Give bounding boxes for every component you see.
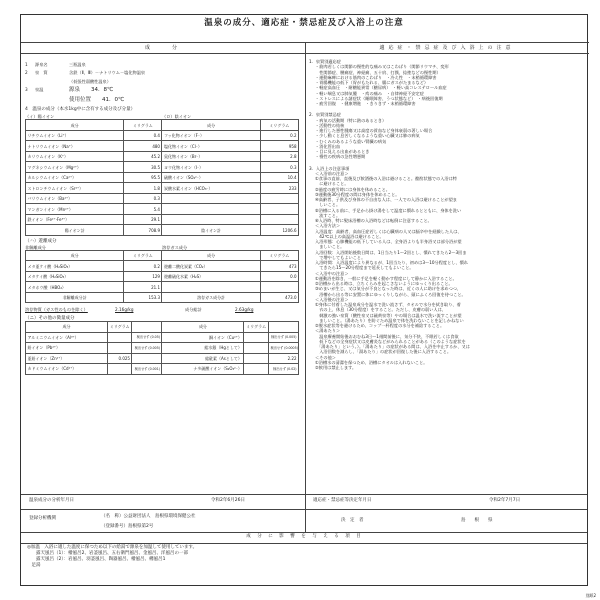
section-4-title: 4 温泉の成分（本水1kg中に含有する成分及び分量）	[25, 106, 136, 112]
section-3-title: 3．入浴上の注意事項	[309, 165, 350, 171]
table-cell	[162, 214, 260, 225]
indications-column	[309, 59, 585, 370]
solid-value: 2.16g/kg	[115, 307, 134, 313]
text-line: ・活動性の結核	[315, 122, 345, 128]
table-cell: ナ多硫酸イオン（S₂O₃²⁻）	[162, 364, 244, 375]
basic-num: 3	[25, 86, 28, 92]
table-cell	[162, 282, 260, 293]
table-cell	[260, 204, 298, 215]
influence-title: 成 分 に 影 響 を 与 え る 項 目	[246, 534, 362, 539]
column-header: ミリグラム	[107, 322, 132, 333]
table-row	[26, 151, 299, 162]
text-line: ＜湯あたり＞	[315, 328, 341, 334]
text-line: ⑤浴槽に入る前に、手足から掛け湯をして温度に慣れるとともに、身体を洗い	[315, 207, 462, 213]
table-cell: 銅イオン（Cu²⁺）	[162, 332, 244, 343]
total-cell: 陰イオン計	[162, 225, 260, 236]
table-cell: 5.4	[124, 204, 162, 215]
total-cell: 473.0	[260, 292, 298, 303]
anion-title: （ロ）陰イオン	[162, 114, 192, 120]
basic-row	[25, 79, 299, 84]
table-cell: メタケイ酸（H₂SiO₃）	[26, 271, 124, 282]
column-header: ミリグラム	[260, 120, 298, 131]
table-cell: 0.3	[260, 162, 298, 173]
table-cell: 塩化物イオン（Cl⁻）	[162, 141, 260, 152]
table-cell	[107, 364, 132, 375]
text-line: 「湯あたり」という。）。「湯あたり」の症状がある間は、入浴を中止するか、又は	[315, 344, 470, 349]
text-line: ③運動後30分程度の間は身体を休めること。	[315, 191, 400, 197]
text-line: 浴槽から出る等に安置に体にゆっくりしながら、頭にふくろ回復を待つこと。	[315, 291, 466, 297]
column-header: 成分	[26, 120, 124, 131]
table-cell	[260, 282, 298, 293]
table-cell: 233	[260, 183, 298, 194]
text-line: 低下などの全身症状又は皮膚炎などがみられることがある（このような症状を	[315, 338, 466, 344]
table-cell: メタ亜ケイ酸（H₂SiO₃）	[26, 261, 124, 272]
analysis-date: 令和2年6月26日	[211, 498, 245, 503]
text-line: 露天風呂（1）：檜風呂2、岩釜風呂、五右衛門風呂、金風呂、洋風呂の一部	[27, 550, 188, 556]
table-cell: 鉄イオン（Fe²⁺·Fe³⁺）	[26, 214, 124, 225]
total-cell: 153.3	[124, 292, 162, 303]
table-cell: 45.2	[124, 151, 162, 162]
table-cell: マグネシウムイオン（Mg²⁺）	[26, 162, 124, 173]
column-header: ミリグラム	[260, 250, 298, 261]
table-cell: 2.8	[260, 151, 298, 162]
table-cell: 遊離二酸化炭素（CO₂）	[162, 261, 260, 272]
table-cell: 炭酸水素イオン（HCO₃⁻）	[162, 183, 260, 194]
contraindications-list	[315, 118, 585, 160]
text-line: ・筋肉若しくは関節の慢性的な痛み又はこわばり（関節リウマチ、変形	[315, 64, 449, 70]
text-line: ・運動麻痺における筋肉のこわばり ・冷え性 ・末梢循環障害	[315, 74, 437, 80]
table-cell: 95.5	[124, 172, 162, 183]
text-line: 露天風呂（2）：岩風呂、羽釜風呂、陶器風呂、檜風呂、樽風呂1	[27, 556, 166, 562]
basic-row	[25, 62, 299, 67]
text-line: ・少し動くと息苦しくなるような重い心臓又は肺の病気	[315, 133, 420, 139]
table-row	[26, 193, 299, 204]
bottom-col-divider	[305, 494, 306, 532]
text-line: ・ストレスによる諸症状（睡眠障害、うつ状態など） ・病後回復期	[315, 95, 443, 101]
text-line: ②飲用は禁止します。	[315, 365, 357, 370]
text-line: ・進行した悪性腫瘍又は高度の貧血など身体衰弱の著しい場合	[315, 128, 433, 133]
table-row	[26, 332, 299, 343]
text-line: 入浴回数を減らし、「湯あたり」の症状が回復した後に入浴すること。	[315, 349, 452, 355]
bottom-divider-1	[21, 494, 587, 495]
solid-summary	[25, 307, 299, 312]
text-line: ②脱水症状等を避けるため、コップ一杯程度の水分を補給すること。	[315, 323, 445, 328]
table-row	[26, 204, 299, 215]
totals-row	[26, 292, 299, 303]
table-row	[26, 162, 299, 173]
table-cell: 検出せず (0.05)	[132, 332, 162, 343]
registry-label: 登録分析機関	[29, 516, 56, 521]
text-line: ⑥入浴時、特に髪床浴槽の入浴時などは転倒に注意すること。	[315, 218, 432, 223]
text-line: ＜入浴後の注意＞	[315, 296, 349, 302]
registry-name: （名 称）公益財団法人 島根県環境保健公社	[101, 514, 196, 519]
text-line: ・軽い喘息又は肺気腫 ・痔の痛み ・自律神経不安定症	[315, 90, 424, 96]
table-row	[26, 172, 299, 183]
table-cell: 1.8	[124, 183, 162, 194]
total-cell: 陽イオン計	[26, 225, 124, 236]
column-header: ミリグラム	[124, 250, 162, 261]
text-line: ・軽症高血圧 ・耐糖能異常（糖尿病） ・軽い高コレステロール血症	[315, 85, 447, 91]
column-header: 成分	[162, 322, 244, 333]
bottom-divider-2	[21, 509, 587, 510]
table-cell: ナトリウムイオン（Na⁺）	[26, 141, 124, 152]
table-cell: 473	[260, 261, 298, 272]
text-line: ①運動浴を除き、一般に手足を軽く動かす程度にして静かに入浴すること。	[315, 275, 457, 281]
table-cell: 検出せず (0.001)	[132, 364, 162, 375]
text-line: 入浴時間：入浴温度により異なるが、1回当たり、初めは3～10分程度とし、慣れ	[315, 260, 469, 265]
basic-num	[25, 79, 35, 84]
section-2-title: 2．泉質別禁忌症	[309, 112, 341, 118]
total-value: 2.63g/kg	[235, 307, 254, 313]
text-line: 42℃以上の高温浴は避けること。	[315, 233, 384, 239]
basic-num: 1	[25, 62, 28, 67]
text-line: しいこと。	[315, 202, 341, 208]
decision-date-label: 適応症・禁忌症等決定年月日	[313, 498, 372, 503]
text-line: ・消化管出血	[315, 143, 341, 149]
decider-label: 決 定 者	[341, 518, 364, 523]
table-header-row	[26, 120, 299, 131]
table-cell: 0.0	[260, 271, 298, 282]
table-cell: ヨウ化物イオン（I⁻）	[162, 162, 260, 173]
total-cell: 溶存ガス成分計	[162, 292, 260, 303]
table-row	[26, 353, 299, 364]
table-header-row	[26, 250, 299, 261]
table-cell	[132, 353, 162, 364]
column-header: 成分	[162, 250, 260, 261]
text-line: ④高齢者、子供及び身体の不自由な人は、一人での入浴は避けることが望ま	[315, 197, 457, 202]
table-cell	[260, 214, 298, 225]
decider-name: 島 根 県	[461, 518, 493, 523]
table-cell: 検出せず (0.0005)	[268, 343, 298, 354]
total-cell: 708.9	[124, 225, 162, 236]
table-cell	[260, 193, 298, 204]
table-row	[26, 261, 299, 272]
bottom-divider-4	[21, 543, 587, 544]
analysis-date-label: 温泉成分の分析年月日	[29, 498, 74, 503]
ion-table	[25, 119, 299, 236]
table-cell: 0.2	[124, 261, 162, 272]
basic-row	[25, 97, 299, 104]
text-line: ・むくみのあるような重い腎臓の病気	[315, 138, 387, 144]
column-header	[268, 322, 298, 333]
table-cell: アルミニウムイオン（Al³⁺）	[26, 332, 108, 343]
text-line: 入浴温度：高齢者、高血圧症若しくは心臓病の人又は脳卒中を経験した人は、	[315, 228, 462, 234]
table-cell	[107, 343, 132, 354]
free-table	[25, 250, 299, 304]
table-cell: カドミウムイオン（Cd²⁺）	[26, 364, 108, 375]
table-row	[26, 141, 299, 152]
text-line: ①食事の直前、直後及び飲酒後の入浴は避けること。酩酊状態での入浴は特	[315, 176, 457, 181]
column-header: 成分	[26, 250, 124, 261]
text-line: ＜入浴前の注意＞	[315, 170, 349, 176]
table-cell: バリウムイオン（Ba²⁺）	[26, 193, 124, 204]
table-cell: 129	[124, 271, 162, 282]
cation-title: （イ）陽イオン	[25, 114, 55, 120]
table-cell: 検出せず (0.005)	[132, 343, 162, 354]
table-cell	[162, 204, 260, 215]
text-line: 入浴形態：心肺機能の低下している人は、全身浴よりも半身浴又は部分浴が望	[315, 239, 462, 244]
table-cell: 0.025	[107, 353, 132, 364]
table-cell: フッ化物イオン（F⁻）	[162, 130, 260, 141]
section-1-title: 1．泉質別適応症	[309, 59, 341, 64]
table-cell	[244, 364, 269, 375]
table-cell: 総水銀（Hgとして）	[162, 343, 244, 354]
totals-row	[26, 225, 299, 236]
column-divider	[305, 42, 306, 494]
header-right: 適応症・禁忌症及び入浴上の注意	[305, 42, 589, 54]
table-cell: 21.1	[124, 282, 162, 293]
text-line: 流すこと。	[315, 212, 341, 218]
text-line: 刺激の強い泉質（酸性泉又は硫黄泉等）やの場合は温水で洗い流すことが望	[315, 312, 462, 318]
table-cell: 0.4	[124, 130, 162, 141]
column-header	[132, 322, 162, 333]
registry-number: （登録番号）島根県第2号	[101, 524, 154, 529]
table-cell	[244, 343, 269, 354]
basic-value: 含鉄（Ⅱ，Ⅲ）－ナトリウム－塩化物温泉	[69, 70, 146, 76]
page-note: 別紙2	[585, 593, 596, 598]
text-line: ・病気の活動期（特に熱のあるとき）	[315, 117, 387, 123]
table-cell: 29.1	[124, 214, 162, 225]
trace-table	[25, 321, 299, 375]
table-cell: 遊離硫化水素（H₂S）	[162, 271, 260, 282]
column-header: ミリグラム	[244, 322, 269, 333]
text-line: ・疲労回復 ・健康増進 ・きりきず・末梢循環障害	[315, 101, 416, 106]
page-title: 温泉の成分、適応症・禁忌症及び入浴上の注意	[204, 18, 404, 28]
basic-row	[25, 87, 299, 94]
basic-value: 源泉 34．8℃	[69, 86, 114, 93]
text-line: 入浴回数：入浴開始後数日間は、1日当たり1～2回とし、慣れてきたら2～3回ま	[315, 249, 467, 255]
header-left: 成 分	[21, 42, 305, 54]
table-row	[26, 343, 299, 354]
text-line: 衣の上、休息（30分程度）をすること。ただし、皮膚の弱い人は、	[315, 307, 446, 313]
text-line: ◎加温 入浴に適した温度に保つため以下の給湯で源泉を加温して使用しています。	[27, 545, 198, 550]
table-row	[26, 271, 299, 282]
free-left-title: 非解離成分	[25, 244, 46, 250]
table-cell: メタホウ酸（HBO₂）	[26, 282, 124, 293]
table-cell: 亜鉛イオン（Zn²⁺）	[26, 353, 108, 364]
text-line: 温泉療養開始後おおむね3日～1週間前後に、気分不快、不眠若しくは食欲	[315, 333, 459, 339]
influence-list	[27, 545, 197, 568]
basic-label	[35, 97, 69, 104]
basic-row	[25, 70, 299, 75]
indications-list	[315, 64, 585, 106]
basic-num: 2	[25, 70, 28, 76]
table-cell: リチウムイオン（Li⁺）	[26, 130, 124, 141]
text-line: 性関節症、腰痛症、神経痛、五十肩、打撲、捻挫などの慢性期）	[315, 69, 441, 75]
composition-column	[25, 59, 299, 375]
text-line: ②過度の疲労時には身体を休めること。	[315, 186, 390, 192]
basic-num	[25, 97, 35, 104]
bottom-divider-3	[21, 532, 587, 533]
basic-label: 泉温	[35, 86, 44, 92]
table-cell: 480	[124, 141, 162, 152]
text-line: ・目に見える出血があるとき	[315, 149, 370, 154]
table-row	[26, 130, 299, 141]
text-line: ①浴槽水の清潔を保つため、浴槽にタオルは入れないこと。	[315, 359, 428, 365]
text-line: ・胃腸機能の低下（胃がもたれる、腸にガスがたまるなど）	[315, 80, 429, 85]
table-cell: 総砒素（Asとして）	[162, 353, 244, 364]
total-cell: 非解離成分計	[26, 292, 124, 303]
table-cell: 検出せず (0.005)	[268, 332, 298, 343]
text-line: てきたら15～20分程度まで延長してもよいこと。	[315, 265, 414, 271]
decision-date: 令和2年7月7日	[489, 498, 521, 503]
total-cell: 1206.6	[260, 225, 298, 236]
free-right-title: 溶存ガス成分	[162, 244, 188, 250]
table-cell: 958	[260, 141, 298, 152]
table-cell	[107, 332, 132, 343]
bathing-notes-list	[315, 171, 585, 371]
text-line: で増やしてもよいこと。	[315, 254, 366, 260]
table-row	[26, 214, 299, 225]
table-cell: 30.5	[124, 162, 162, 173]
table-cell: 0.3	[124, 193, 162, 204]
table-cell: カリウムイオン（K⁺）	[26, 151, 124, 162]
section-ni-title: （ニ）その他の微量成分	[25, 315, 75, 321]
text-line: ＜入浴方法＞	[315, 223, 341, 229]
table-cell: 2.22	[268, 353, 298, 364]
text-line: ①身体に付着した温泉成分を温水で洗い流さず、タオルで水分を拭き取り、着	[315, 302, 461, 307]
basic-label: 泉 質	[35, 70, 48, 76]
table-cell: 10.4	[260, 172, 298, 183]
table-header-row	[26, 322, 299, 333]
table-cell	[162, 193, 260, 204]
basic-value: 三瓶温泉	[69, 62, 86, 67]
section-ha-title: （ハ）遊離成分	[25, 238, 57, 244]
total-label: 成分総計	[185, 307, 202, 313]
column-header: 成分	[162, 120, 260, 131]
text-line: ②浴槽から出る時は、立ちくらみを起こさないようにゆっくり出ること。	[315, 281, 453, 286]
table-cell: カルシウムイオン（Ca²⁺）	[26, 172, 124, 183]
solid-label: 溶存物質（ガス性のものを除く）	[25, 307, 88, 313]
basic-value: 使用位置 41．0℃	[69, 96, 125, 103]
text-line: ③めまいが生じ、又は気分が不良となった時は、近くの人に助けを求めつつ、	[315, 286, 461, 292]
table-row	[26, 183, 299, 194]
table-cell: 臭化物イオン（Br⁻）	[162, 151, 260, 162]
basic-info	[25, 62, 299, 104]
table-cell	[244, 332, 269, 343]
table-cell: 鉛イオン（Pb²⁺）	[26, 343, 108, 354]
table-cell: 検出せず (0.02)	[268, 364, 298, 375]
text-line: 足湯	[27, 562, 41, 568]
text-line: ＜入浴中の注意＞	[315, 270, 349, 276]
basic-value: （低張性弱酸性温泉）	[69, 78, 111, 84]
basic-label	[35, 79, 69, 84]
table-row	[26, 282, 299, 293]
text-line: ＜その他＞	[315, 354, 336, 360]
table-row	[26, 364, 299, 375]
table-cell: マンガンイオン（Mn²⁺）	[26, 204, 124, 215]
table-cell	[244, 353, 269, 364]
table-cell: 硫酸イオン（SO₄²⁻）	[162, 172, 260, 183]
table-cell: ストロンチウムイオン（Sr²⁺）	[26, 183, 124, 194]
column-header: ミリグラム	[124, 120, 162, 131]
column-header: 成分	[26, 322, 108, 333]
text-line: ・慢性の疾病の急性増悪期	[315, 154, 366, 160]
basic-label: 源泉名	[35, 62, 48, 67]
text-line: ましいこと。	[315, 244, 345, 250]
text-line: に避けること。	[315, 181, 349, 187]
table-cell: 0.2	[260, 130, 298, 141]
document-sheet	[20, 14, 588, 586]
text-line: ましいこと。（湯あたり）を防ぐため温泉で体を洗わないことを記しかねない	[315, 317, 464, 323]
